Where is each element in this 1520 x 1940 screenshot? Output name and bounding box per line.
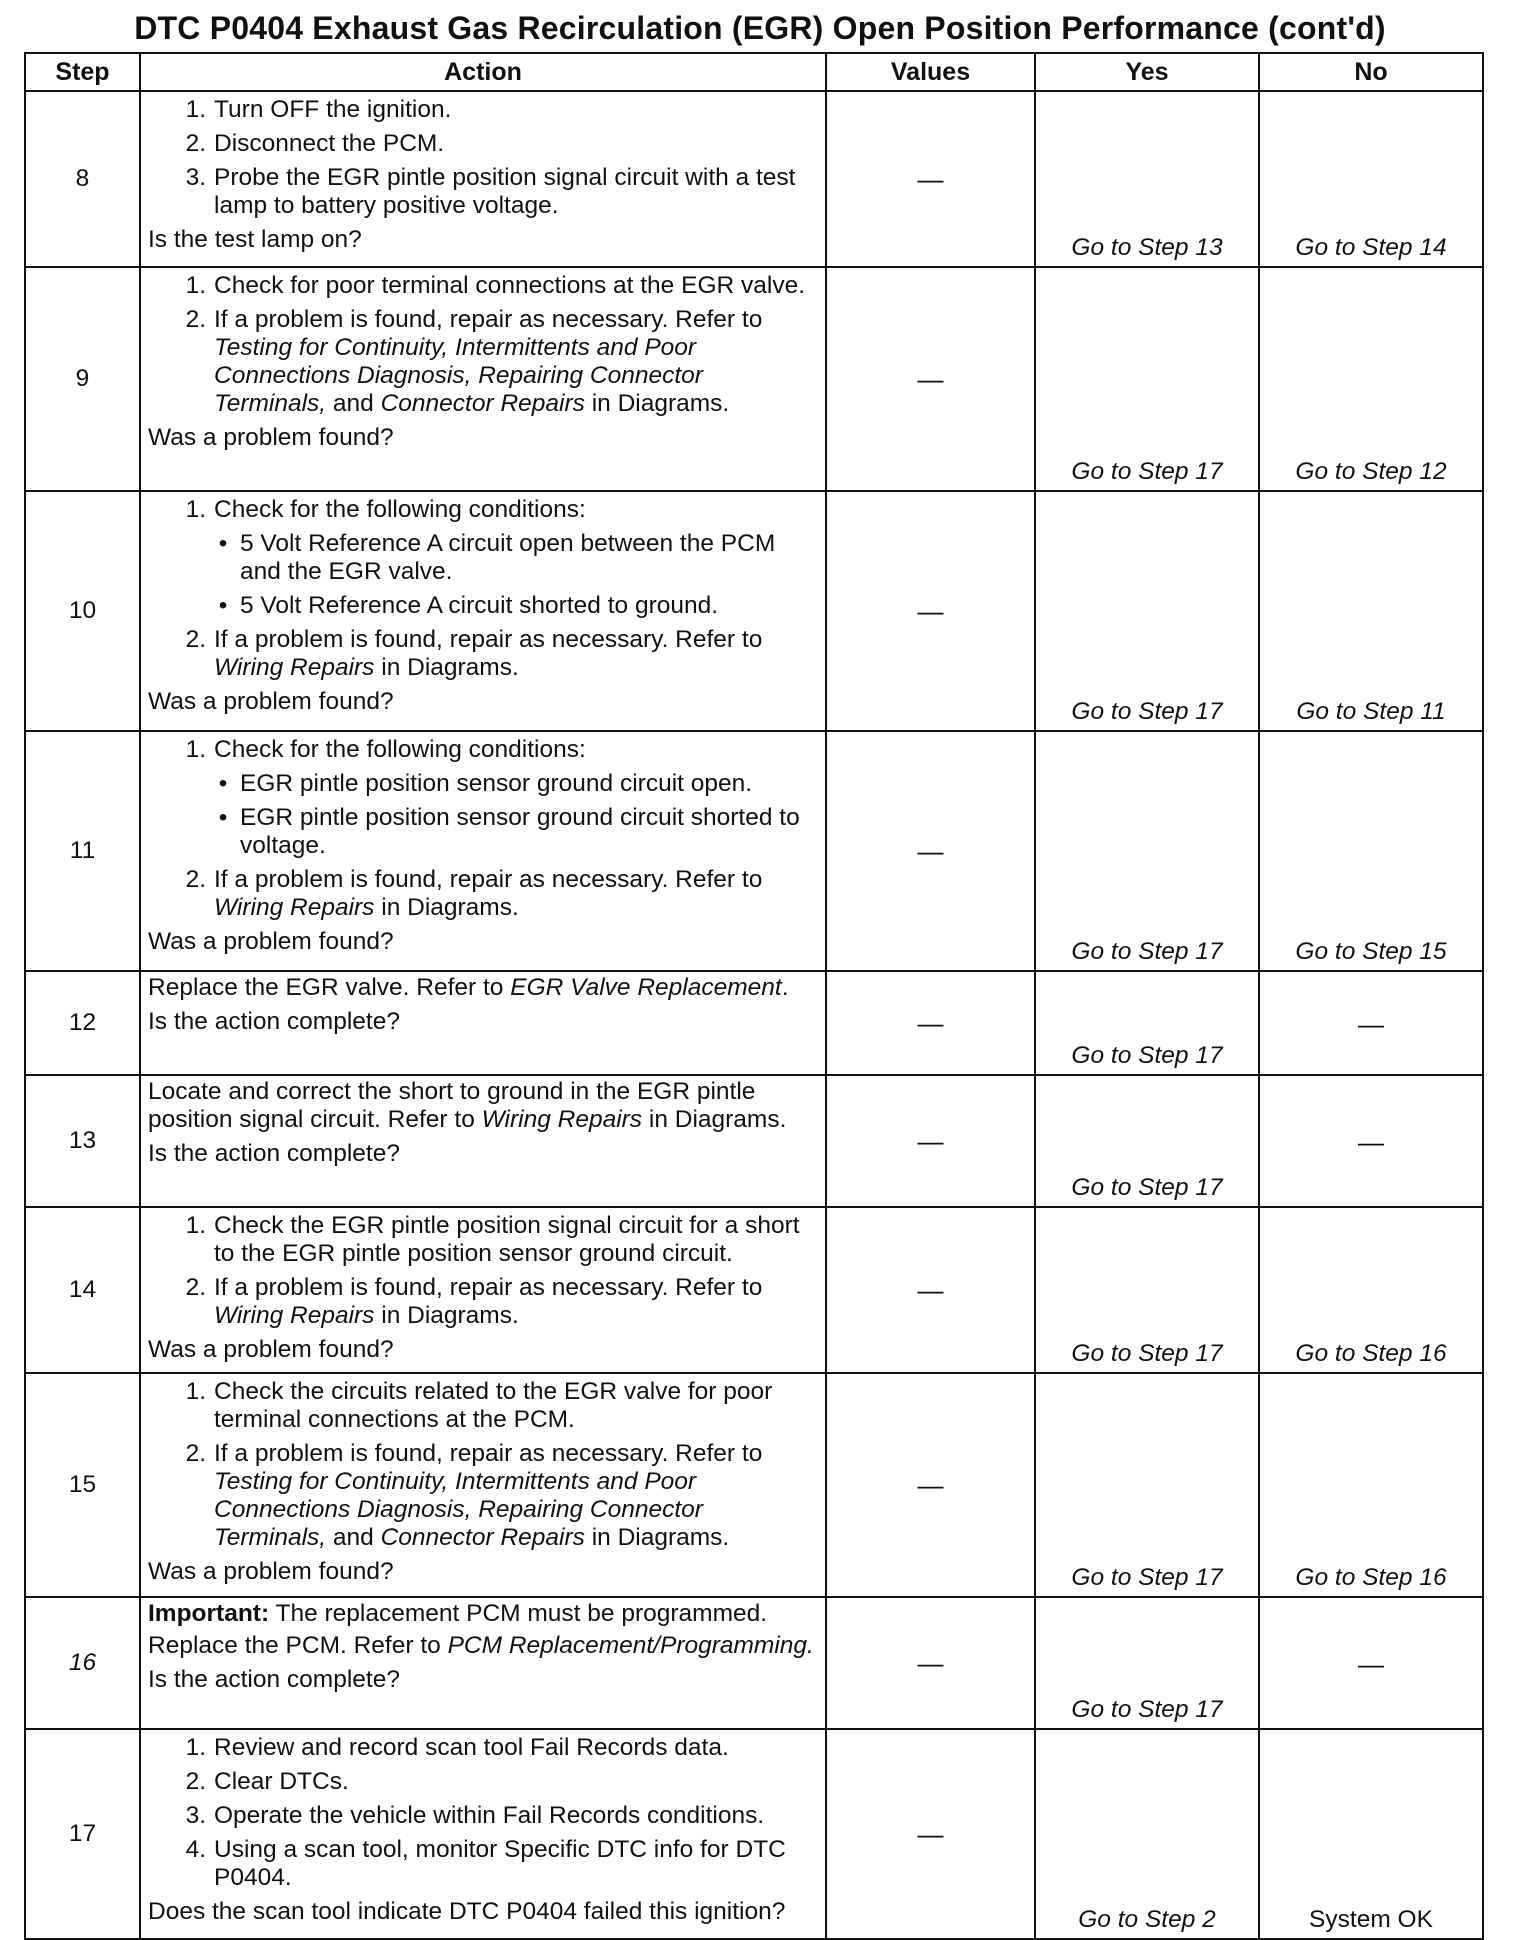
yes-cell: Go to Step 2	[1035, 1729, 1259, 1939]
bullet-item	[206, 530, 819, 586]
numbered-instruction	[148, 1378, 819, 1434]
bullet-text	[240, 804, 819, 860]
text-segment: Replace the EGR valve. Refer to	[148, 974, 511, 1001]
table-row	[25, 491, 1483, 731]
instruction-text	[214, 164, 819, 220]
bullet-icon: •	[218, 530, 228, 557]
instruction-text	[214, 1734, 819, 1762]
bullet-icon: •	[218, 804, 228, 831]
values-cell: —	[826, 731, 1035, 971]
text-segment: 5 Volt Reference A circuit open between the PCM and the EGR valve.	[240, 530, 776, 585]
text-segment: If a problem is found, repair as necessary. Refer to	[214, 866, 763, 893]
numbered-instruction	[148, 1802, 819, 1830]
reference-text: Wiring Repairs	[214, 1302, 375, 1329]
values-cell: —	[826, 267, 1035, 491]
numbered-instruction	[148, 1734, 819, 1762]
text-segment: Probe the EGR pintle position signal circuit with a test lamp to battery positive voltage.	[214, 164, 796, 219]
reference-text: Wiring Repairs	[214, 894, 375, 921]
no-cell: —	[1259, 971, 1483, 1075]
yes-cell: Go to Step 17	[1035, 971, 1259, 1075]
values-cell: —	[826, 1373, 1035, 1597]
text-segment: Check for the following conditions:	[214, 736, 586, 763]
text-segment: in Diagrams.	[374, 654, 519, 681]
numbered-instruction	[148, 1212, 819, 1268]
table-row	[25, 731, 1483, 971]
step-number: 11	[25, 731, 140, 971]
values-cell: —	[826, 1597, 1035, 1729]
numbered-instruction	[148, 626, 819, 682]
text-segment: and	[326, 390, 381, 417]
text-segment: Locate and correct the short to ground in the EGR pintle position signal circuit. Refer to	[148, 1078, 756, 1133]
text-segment: EGR pintle position sensor ground circuit shorted to voltage.	[240, 804, 800, 859]
instruction-number: 2.	[185, 1274, 206, 1301]
text-segment: EGR pintle position sensor ground circuit open.	[240, 770, 753, 797]
numbered-instruction	[148, 1768, 819, 1796]
action-paragraph	[148, 974, 819, 1002]
text-segment: in Diagrams.	[374, 894, 519, 921]
text-segment: Check the EGR pintle position signal circuit for a short to the EGR pintle position sensor ground circuit.	[214, 1212, 800, 1267]
action-cell	[140, 971, 826, 1075]
instruction-number: 2.	[185, 626, 206, 653]
reference-text: Testing for Continuity, Intermittents and Poor Connections Diagnosis, Repairing Connector Terminals,	[214, 1468, 703, 1551]
reference-text: Testing for Continuity, Intermittents and Poor Connections Diagnosis, Repairing Connector Terminals,	[214, 334, 703, 417]
text-segment: Check for the following conditions:	[214, 496, 586, 523]
instruction-number: 4.	[185, 1836, 206, 1863]
instruction-text	[214, 736, 819, 764]
action-question: Was a problem found?	[148, 1558, 394, 1585]
yes-cell: Go to Step 17	[1035, 1597, 1259, 1729]
step-number: 16	[25, 1597, 140, 1729]
text-segment: in Diagrams.	[584, 1524, 730, 1551]
header-row	[25, 53, 1483, 91]
step-number: 15	[25, 1373, 140, 1597]
bullet-text	[240, 592, 819, 620]
values-cell: —	[826, 971, 1035, 1075]
numbered-instruction	[148, 1274, 819, 1330]
action-question: Was a problem found?	[148, 1336, 394, 1363]
yes-cell: Go to Step 13	[1035, 91, 1259, 267]
instruction-number: 1.	[185, 1734, 206, 1761]
action-question: Does the scan tool indicate DTC P0404 failed this ignition?	[148, 1898, 786, 1925]
action-paragraph	[148, 1632, 819, 1660]
action-cell	[140, 1729, 826, 1939]
text-segment: If a problem is found, repair as necessary. Refer to	[214, 1274, 763, 1301]
instruction-number: 2.	[185, 130, 206, 157]
action-paragraph	[148, 1078, 819, 1134]
text-segment: The replacement PCM must be programmed.	[269, 1600, 768, 1627]
action-cell	[140, 491, 826, 731]
no-cell: System OK	[1259, 1729, 1483, 1939]
numbered-instruction	[148, 272, 819, 300]
reference-text: Wiring Repairs	[481, 1106, 643, 1133]
yes-cell: Go to Step 17	[1035, 267, 1259, 491]
instruction-text	[214, 1440, 819, 1552]
no-cell: Go to Step 14	[1259, 91, 1483, 267]
text-segment: Check the circuits related to the EGR valve for poor terminal connections at the PCM.	[214, 1378, 773, 1433]
bullet-item	[206, 770, 819, 798]
reference-text: Connector Repairs	[380, 390, 585, 417]
table-row	[25, 267, 1483, 491]
instruction-number: 1.	[185, 1378, 206, 1405]
step-number: 14	[25, 1207, 140, 1373]
no-cell: Go to Step 16	[1259, 1207, 1483, 1373]
values-cell: —	[826, 1075, 1035, 1207]
text-segment: .	[781, 974, 789, 1001]
table-body	[25, 91, 1483, 1939]
action-question: Is the action complete?	[148, 1666, 400, 1693]
numbered-instruction	[148, 496, 819, 524]
instruction-text	[214, 1802, 819, 1830]
action-question: Is the test lamp on?	[148, 226, 362, 253]
table-row	[25, 1597, 1483, 1729]
yes-cell: Go to Step 17	[1035, 731, 1259, 971]
header-values: Values	[826, 53, 1035, 91]
action-question: Was a problem found?	[148, 688, 394, 715]
table-row	[25, 1075, 1483, 1207]
instruction-text	[214, 866, 819, 922]
text-segment: in Diagrams.	[642, 1106, 787, 1133]
table-row	[25, 1207, 1483, 1373]
bullet-item	[206, 592, 819, 620]
numbered-instruction	[148, 306, 819, 418]
action-question: Was a problem found?	[148, 928, 394, 955]
text-segment: Replace the PCM. Refer to	[148, 1632, 448, 1659]
numbered-instruction	[148, 866, 819, 922]
header-action: Action	[140, 53, 826, 91]
step-number: 12	[25, 971, 140, 1075]
important-label: Important:	[148, 1600, 270, 1627]
action-paragraph	[148, 1600, 819, 1628]
no-cell: Go to Step 15	[1259, 731, 1483, 971]
instruction-text	[214, 1836, 819, 1892]
yes-cell: Go to Step 17	[1035, 491, 1259, 731]
instruction-number: 1.	[185, 496, 206, 523]
no-cell: —	[1259, 1075, 1483, 1207]
action-cell	[140, 91, 826, 267]
instruction-text	[214, 1768, 819, 1796]
values-cell: —	[826, 491, 1035, 731]
action-cell	[140, 1207, 826, 1373]
instruction-number: 3.	[185, 1802, 206, 1829]
step-number: 10	[25, 491, 140, 731]
yes-cell: Go to Step 17	[1035, 1207, 1259, 1373]
values-cell: —	[826, 1729, 1035, 1939]
text-segment: If a problem is found, repair as necessary. Refer to	[214, 626, 763, 653]
header-no: No	[1259, 53, 1483, 91]
yes-cell: Go to Step 17	[1035, 1373, 1259, 1597]
instruction-text	[214, 1274, 819, 1330]
instruction-text	[214, 626, 819, 682]
numbered-instruction	[148, 130, 819, 158]
text-segment: Operate the vehicle within Fail Records conditions.	[214, 1802, 765, 1829]
no-cell: Go to Step 12	[1259, 267, 1483, 491]
reference-text: Wiring Repairs	[214, 654, 375, 681]
instruction-number: 1.	[185, 736, 206, 763]
diagnostic-table	[24, 52, 1484, 1940]
no-cell: Go to Step 16	[1259, 1373, 1483, 1597]
action-cell	[140, 731, 826, 971]
table-row	[25, 971, 1483, 1075]
step-number: 13	[25, 1075, 140, 1207]
text-segment: Check for poor terminal connections at the EGR valve.	[214, 272, 806, 299]
numbered-instruction	[148, 164, 819, 220]
text-segment: in Diagrams.	[584, 390, 730, 417]
text-segment: 5 Volt Reference A circuit shorted to ground.	[240, 592, 719, 619]
instruction-number: 2.	[185, 1440, 206, 1467]
step-number: 9	[25, 267, 140, 491]
action-cell	[140, 1373, 826, 1597]
header-yes: Yes	[1035, 53, 1259, 91]
instruction-number: 2.	[185, 306, 206, 333]
instruction-text	[214, 130, 819, 158]
no-cell: Go to Step 11	[1259, 491, 1483, 731]
yes-cell: Go to Step 17	[1035, 1075, 1259, 1207]
text-segment: Turn OFF the ignition.	[214, 96, 452, 123]
instruction-text	[214, 1378, 819, 1434]
instruction-number: 1.	[185, 96, 206, 123]
text-segment: If a problem is found, repair as necessary. Refer to	[214, 306, 763, 333]
instruction-number: 1.	[185, 1212, 206, 1239]
step-number: 8	[25, 91, 140, 267]
bullet-text	[240, 770, 819, 798]
table-row	[25, 1373, 1483, 1597]
action-cell	[140, 1597, 826, 1729]
values-cell: —	[826, 91, 1035, 267]
text-segment: Clear DTCs.	[214, 1768, 349, 1795]
action-question: Is the action complete?	[148, 1008, 400, 1035]
instruction-number: 3.	[185, 164, 206, 191]
table-row	[25, 1729, 1483, 1939]
instruction-text	[214, 96, 819, 124]
instruction-text	[214, 306, 819, 418]
instruction-number: 2.	[185, 1768, 206, 1795]
bullet-icon: •	[218, 592, 228, 619]
instruction-text	[214, 1212, 819, 1268]
no-cell: —	[1259, 1597, 1483, 1729]
step-number: 17	[25, 1729, 140, 1939]
numbered-instruction	[148, 1836, 819, 1892]
action-question: Was a problem found?	[148, 424, 394, 451]
action-question: Is the action complete?	[148, 1140, 400, 1167]
text-segment: If a problem is found, repair as necessary. Refer to	[214, 1440, 763, 1467]
text-segment: and	[326, 1524, 381, 1551]
header-step: Step	[25, 53, 140, 91]
text-segment: Disconnect the PCM.	[214, 130, 445, 157]
instruction-number: 2.	[185, 866, 206, 893]
action-cell	[140, 267, 826, 491]
numbered-instruction	[148, 736, 819, 764]
table-row	[25, 91, 1483, 267]
page-title: DTC P0404 Exhaust Gas Recirculation (EGR) Open Position Performance (cont'd)	[134, 10, 1386, 46]
bullet-icon: •	[218, 770, 228, 797]
bullet-text	[240, 530, 819, 586]
instruction-text	[214, 496, 819, 524]
action-cell	[140, 1075, 826, 1207]
bullet-item	[206, 804, 819, 860]
reference-text: Connector Repairs	[380, 1524, 585, 1551]
instruction-text	[214, 272, 819, 300]
text-segment: in Diagrams.	[374, 1302, 519, 1329]
values-cell: —	[826, 1207, 1035, 1373]
text-segment: Review and record scan tool Fail Records data.	[214, 1734, 729, 1761]
reference-text: EGR Valve Replacement	[510, 974, 782, 1001]
numbered-instruction	[148, 96, 819, 124]
text-segment: Using a scan tool, monitor Specific DTC info for DTC P0404.	[214, 1836, 786, 1891]
instruction-number: 1.	[185, 272, 206, 299]
reference-text: PCM Replacement/Programming.	[447, 1632, 814, 1659]
numbered-instruction	[148, 1440, 819, 1552]
